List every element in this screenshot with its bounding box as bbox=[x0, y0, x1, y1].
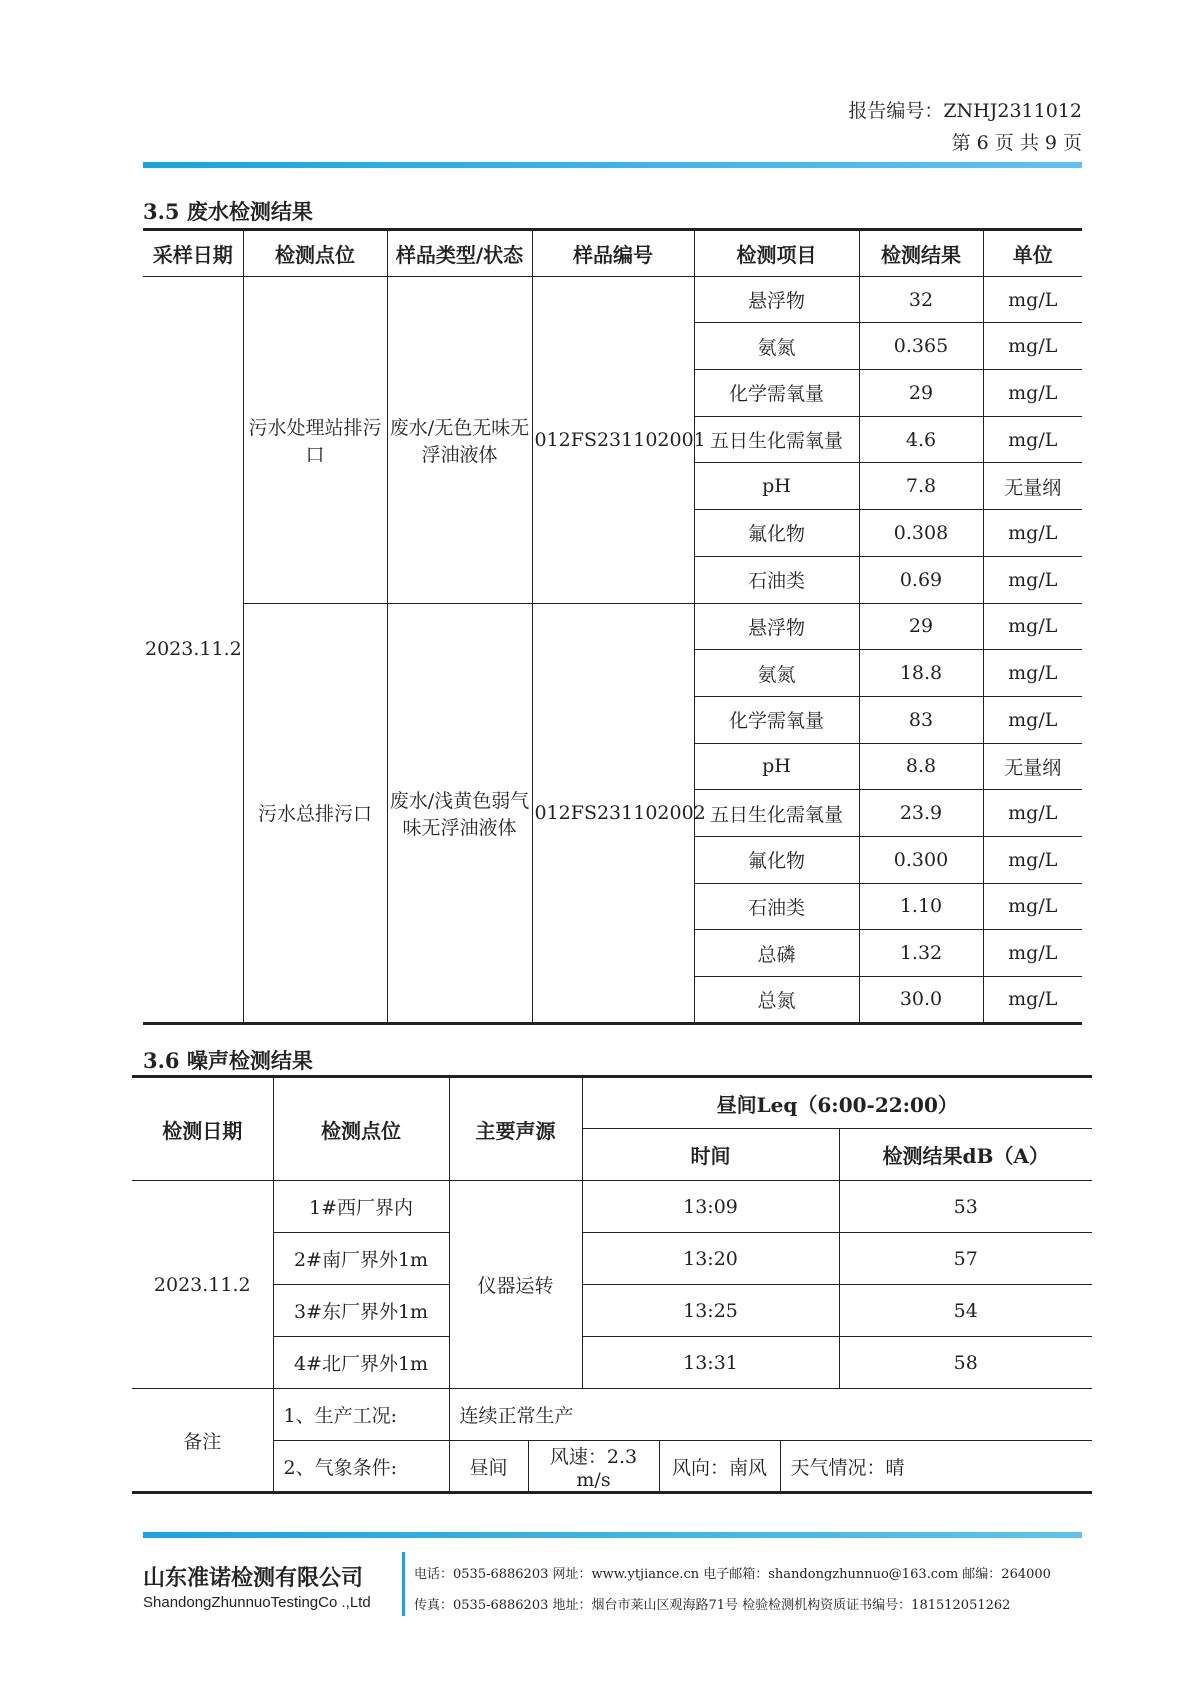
sample-id: 012FS231102001 bbox=[532, 276, 694, 603]
unit: mg/L bbox=[983, 276, 1082, 323]
sampling-point: 污水总排污口 bbox=[243, 603, 387, 1023]
noise-point: 3#东厂界外1m bbox=[273, 1285, 449, 1337]
unit: mg/L bbox=[983, 836, 1082, 883]
col-header: 样品类型/状态 bbox=[387, 230, 532, 277]
note2-label: 2、气象条件: bbox=[273, 1441, 449, 1493]
sample-id: 012FS231102002 bbox=[532, 603, 694, 1023]
unit: mg/L bbox=[983, 650, 1082, 697]
test-result: 8.8 bbox=[859, 743, 983, 790]
unit: mg/L bbox=[983, 930, 1082, 977]
test-item: 五日生化需氧量 bbox=[694, 790, 859, 837]
note-label: 备注 bbox=[132, 1389, 273, 1493]
sample-type: 废水/无色无味无浮油液体 bbox=[387, 276, 532, 603]
test-item: 氟化物 bbox=[694, 836, 859, 883]
test-result: 0.365 bbox=[859, 323, 983, 370]
sampling-date: 2023.11.2 bbox=[143, 276, 243, 1023]
noise-source: 仪器运转 bbox=[449, 1181, 582, 1389]
header-divider bbox=[143, 162, 1082, 168]
unit: mg/L bbox=[983, 883, 1082, 930]
test-result: 1.32 bbox=[859, 930, 983, 977]
noise-result: 53 bbox=[839, 1181, 1092, 1233]
unit: mg/L bbox=[983, 416, 1082, 463]
noise-time: 13:25 bbox=[582, 1285, 839, 1337]
noise-time: 13:31 bbox=[582, 1337, 839, 1389]
test-result: 0.308 bbox=[859, 510, 983, 557]
table-row bbox=[132, 1441, 1092, 1493]
footer-vertical-divider bbox=[402, 1552, 405, 1616]
test-item: 石油类 bbox=[694, 556, 859, 603]
table-row bbox=[132, 1285, 1092, 1337]
noise-table bbox=[132, 1075, 1092, 1494]
col-header: 检测点位 bbox=[243, 230, 387, 277]
noise-result: 54 bbox=[839, 1285, 1092, 1337]
test-result: 4.6 bbox=[859, 416, 983, 463]
col-header: 检测结果 bbox=[859, 230, 983, 277]
noise-time: 13:20 bbox=[582, 1233, 839, 1285]
col-header-point: 检测点位 bbox=[273, 1077, 449, 1181]
col-header-result: 检测结果dB（A） bbox=[839, 1129, 1092, 1181]
page-indicator: 第 6 页 共 9 页 bbox=[951, 132, 1082, 154]
unit: 无量纲 bbox=[983, 743, 1082, 790]
col-header-date: 检测日期 bbox=[132, 1077, 273, 1181]
col-header: 检测项目 bbox=[694, 230, 859, 277]
test-result: 23.9 bbox=[859, 790, 983, 837]
col-header-daytime: 昼间Leq（6:00-22:00） bbox=[582, 1077, 1092, 1129]
unit: mg/L bbox=[983, 790, 1082, 837]
unit: 无量纲 bbox=[983, 463, 1082, 510]
table-row bbox=[132, 1337, 1092, 1389]
col-header: 采样日期 bbox=[143, 230, 243, 277]
note1-label: 1、生产工况: bbox=[273, 1389, 449, 1441]
footer-address-line: 传真：0535-6886203 地址：烟台市莱山区观海路71号 检验检测机构资质证书编号：181512051262 bbox=[414, 1598, 1011, 1613]
test-result: 0.300 bbox=[859, 836, 983, 883]
table-row bbox=[132, 1181, 1092, 1233]
table-row bbox=[132, 1389, 1092, 1441]
table-row bbox=[143, 603, 1082, 650]
test-result: 1.10 bbox=[859, 883, 983, 930]
unit: mg/L bbox=[983, 603, 1082, 650]
sampling-point: 污水处理站排污口 bbox=[243, 276, 387, 603]
table-header-row bbox=[143, 230, 1082, 277]
test-item: 总氮 bbox=[694, 977, 859, 1024]
test-result: 0.69 bbox=[859, 556, 983, 603]
test-result: 18.8 bbox=[859, 650, 983, 697]
footer-contact-line: 电话：0535-6886203 网址：www.ytjiance.cn 电子邮箱：shandongzhunnuo@163.com 邮编：264000 bbox=[414, 1567, 1051, 1582]
note2-weather: 天气情况：晴 bbox=[780, 1441, 1092, 1493]
wastewater-table bbox=[143, 228, 1082, 1025]
note2-wind-direction: 风向：南风 bbox=[659, 1441, 780, 1493]
test-item: 悬浮物 bbox=[694, 603, 859, 650]
section-3-5-title: 3.5 废水检测结果 bbox=[143, 199, 313, 224]
note2-period: 昼间 bbox=[449, 1441, 528, 1493]
unit: mg/L bbox=[983, 323, 1082, 370]
unit: mg/L bbox=[983, 696, 1082, 743]
test-item: 化学需氧量 bbox=[694, 696, 859, 743]
section-3-6-title: 3.6 噪声检测结果 bbox=[143, 1048, 313, 1073]
col-header: 单位 bbox=[983, 230, 1082, 277]
test-item: pH bbox=[694, 743, 859, 790]
note2-wind-speed: 风速：2.3 m/s bbox=[528, 1441, 659, 1493]
test-result: 32 bbox=[859, 276, 983, 323]
note1-value: 连续正常生产 bbox=[449, 1389, 1092, 1441]
noise-result: 58 bbox=[839, 1337, 1092, 1389]
test-item: 总磷 bbox=[694, 930, 859, 977]
test-item: 氨氮 bbox=[694, 323, 859, 370]
table-row bbox=[143, 276, 1082, 323]
sample-type: 废水/浅黄色弱气味无浮油液体 bbox=[387, 603, 532, 1023]
col-header: 样品编号 bbox=[532, 230, 694, 277]
test-item: 化学需氧量 bbox=[694, 370, 859, 417]
test-item: 悬浮物 bbox=[694, 276, 859, 323]
test-item: pH bbox=[694, 463, 859, 510]
company-name: 山东准诺检测有限公司 bbox=[143, 1566, 364, 1591]
noise-time: 13:09 bbox=[582, 1181, 839, 1233]
table-row bbox=[132, 1233, 1092, 1285]
test-item: 氟化物 bbox=[694, 510, 859, 557]
unit: mg/L bbox=[983, 510, 1082, 557]
test-item: 石油类 bbox=[694, 883, 859, 930]
unit: mg/L bbox=[983, 977, 1082, 1024]
test-result: 7.8 bbox=[859, 463, 983, 510]
col-header-time: 时间 bbox=[582, 1129, 839, 1181]
noise-result: 57 bbox=[839, 1233, 1092, 1285]
test-item: 氨氮 bbox=[694, 650, 859, 697]
test-result: 29 bbox=[859, 370, 983, 417]
noise-point: 4#北厂界外1m bbox=[273, 1337, 449, 1389]
col-header-source: 主要声源 bbox=[449, 1077, 582, 1181]
table-header-row bbox=[132, 1077, 1092, 1129]
test-result: 83 bbox=[859, 696, 983, 743]
unit: mg/L bbox=[983, 370, 1082, 417]
noise-point: 2#南厂界外1m bbox=[273, 1233, 449, 1285]
footer-divider bbox=[143, 1532, 1082, 1538]
test-item: 五日生化需氧量 bbox=[694, 416, 859, 463]
test-result: 29 bbox=[859, 603, 983, 650]
report-number: 报告编号：ZNHJ2311012 bbox=[848, 100, 1082, 122]
test-result: 30.0 bbox=[859, 977, 983, 1024]
company-name-en: ShandongZhunnuoTestingCo .,Ltd bbox=[143, 1594, 371, 1611]
noise-date: 2023.11.2 bbox=[132, 1181, 273, 1389]
noise-point: 1#西厂界内 bbox=[273, 1181, 449, 1233]
unit: mg/L bbox=[983, 556, 1082, 603]
